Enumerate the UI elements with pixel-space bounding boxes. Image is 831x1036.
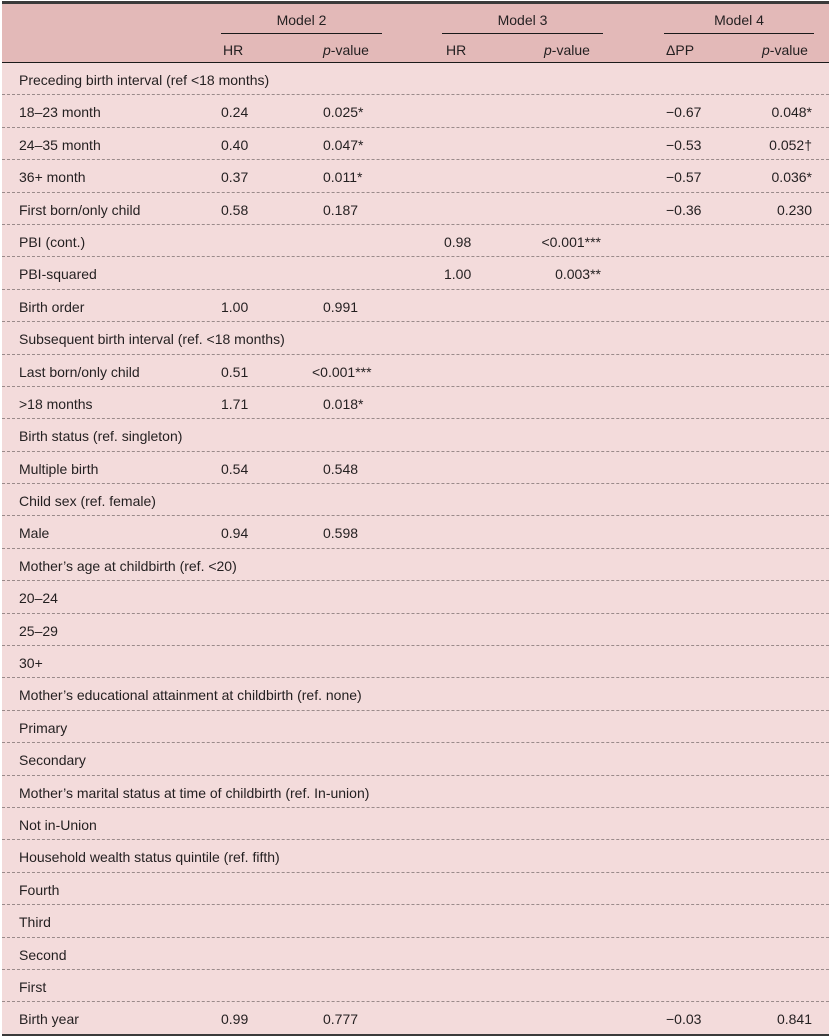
row-label: Second (19, 946, 67, 963)
col-header-m4-pvalue (762, 42, 808, 58)
model2-pvalue: 0.777 (323, 1011, 359, 1028)
model2-pvalue: 0.025* (323, 104, 364, 121)
model2-pvalue: 0.011* (323, 169, 363, 186)
model4-pvalue: 0.048* (771, 104, 812, 121)
results-table (2, 1, 829, 1036)
model2-hr: 0.58 (221, 201, 249, 218)
table-row (2, 516, 829, 548)
group-header-model-4 (664, 4, 814, 34)
group-underline (221, 33, 382, 35)
row-label: 24–35 month (19, 136, 101, 153)
table-row (2, 711, 829, 743)
group-underline (442, 33, 603, 35)
value-suffix: -value (769, 42, 808, 58)
table-row (2, 257, 829, 289)
model2-pvalue: 0.598 (323, 525, 359, 542)
col-header-m2-hr: HR (223, 42, 244, 58)
row-label: Subsequent birth interval (ref. <18 months) (19, 331, 285, 348)
table-row (2, 614, 829, 646)
table-row (2, 387, 829, 419)
model2-hr: 0.37 (221, 169, 249, 186)
model3-hr: 1.00 (444, 266, 472, 283)
table-row (2, 905, 829, 937)
model3-pvalue: <0.001*** (541, 233, 601, 250)
model2-hr: 1.00 (221, 298, 249, 315)
table-row (2, 581, 829, 613)
table-row (2, 938, 829, 970)
p-italic: p (544, 42, 552, 58)
row-label: Mother’s educational attainment at childbirth (ref. none) (19, 687, 362, 704)
model4-delta-pp: −0.03 (666, 1011, 702, 1028)
group-header-model-2 (221, 4, 382, 34)
table-row (2, 193, 829, 225)
row-label: 20–24 (19, 590, 58, 607)
row-label: 25–29 (19, 622, 58, 639)
model4-delta-pp: −0.53 (666, 136, 702, 153)
model2-hr: 0.51 (221, 363, 249, 380)
row-label: Primary (19, 719, 68, 736)
model2-pvalue: <0.001*** (312, 363, 372, 380)
table-header (2, 4, 829, 63)
row-label: 36+ month (19, 169, 86, 186)
row-label: Birth order (19, 298, 85, 315)
table-row (2, 290, 829, 322)
row-label: First born/only child (19, 201, 141, 218)
group-label: Model 4 (714, 12, 764, 28)
model4-delta-pp: −0.67 (666, 104, 702, 121)
table-row (2, 873, 829, 905)
table-row (2, 549, 829, 581)
model3-pvalue: 0.003** (555, 266, 601, 283)
table-row (2, 970, 829, 1002)
model2-hr: 0.94 (221, 525, 249, 542)
p-italic: p (762, 42, 770, 58)
table-row (2, 840, 829, 872)
row-label: Household wealth status quintile (ref. fifth) (19, 849, 280, 866)
table-row (2, 419, 829, 451)
row-label: >18 months (19, 395, 93, 412)
p-italic: p (323, 42, 331, 58)
table-row (2, 452, 829, 484)
model2-hr: 0.40 (221, 136, 249, 153)
row-label: 18–23 month (19, 104, 101, 121)
row-label: First (19, 978, 47, 995)
row-label: Male (19, 525, 50, 542)
model4-delta-pp: −0.57 (666, 169, 702, 186)
model2-pvalue: 0.018* (323, 395, 364, 412)
model2-pvalue: 0.187 (323, 201, 359, 218)
row-label: PBI (cont.) (19, 233, 86, 250)
col-header-m4-delta-pp: ΔPP (666, 42, 695, 58)
group-label: Model 2 (276, 12, 327, 28)
table-row (2, 160, 829, 192)
table-row (2, 225, 829, 257)
row-label: Third (19, 914, 51, 931)
model4-delta-pp: −0.36 (666, 201, 702, 218)
model2-pvalue: 0.548 (323, 460, 359, 477)
model2-pvalue: 0.047* (323, 136, 364, 153)
model2-hr: 0.24 (221, 104, 249, 121)
table-row (2, 808, 829, 840)
row-label: Mother’s age at childbirth (ref. <20) (19, 557, 237, 574)
row-label: Child sex (ref. female) (19, 493, 156, 510)
table-row (2, 743, 829, 775)
table-row (2, 484, 829, 516)
table-row (2, 646, 829, 678)
group-label: Model 3 (497, 12, 548, 28)
row-label: Mother’s marital status at time of childbirth (ref. In-union) (19, 784, 370, 801)
table-row (2, 322, 829, 354)
model4-pvalue: 0.052† (769, 136, 812, 153)
row-label: Multiple birth (19, 460, 99, 477)
row-label: Preceding birth interval (ref <18 months) (19, 72, 270, 88)
table-row (2, 678, 829, 710)
row-label: Birth status (ref. singleton) (19, 428, 183, 445)
table-row (2, 776, 829, 808)
table-row (2, 63, 829, 95)
row-label: Secondary (19, 752, 86, 769)
table-row (2, 1002, 829, 1035)
row-label: PBI-squared (19, 266, 97, 283)
col-header-m3-pvalue (544, 42, 590, 58)
row-label: 30+ (19, 655, 43, 672)
model2-hr: 0.54 (221, 460, 249, 477)
row-label: Last born/only child (19, 363, 140, 380)
model2-hr: 1.71 (221, 395, 249, 412)
model4-pvalue: 0.841 (776, 1011, 812, 1028)
value-suffix: -value (330, 42, 369, 58)
table-row (2, 95, 829, 127)
col-header-m2-pvalue (323, 42, 369, 58)
row-label: Birth year (19, 1011, 79, 1028)
group-header-model-3 (442, 4, 603, 34)
table-row (2, 355, 829, 387)
model3-hr: 0.98 (444, 233, 472, 250)
model2-pvalue: 0.991 (323, 298, 359, 315)
model4-pvalue: 0.036* (771, 169, 812, 186)
row-label: Not in-Union (19, 816, 97, 833)
row-label: Fourth (19, 881, 60, 898)
table-body (2, 63, 829, 1036)
table-row (2, 128, 829, 160)
model4-pvalue: 0.230 (776, 201, 812, 218)
value-suffix: -value (551, 42, 590, 58)
model2-hr: 0.99 (221, 1011, 249, 1028)
col-header-m3-hr: HR (446, 42, 467, 58)
group-underline (664, 33, 814, 35)
